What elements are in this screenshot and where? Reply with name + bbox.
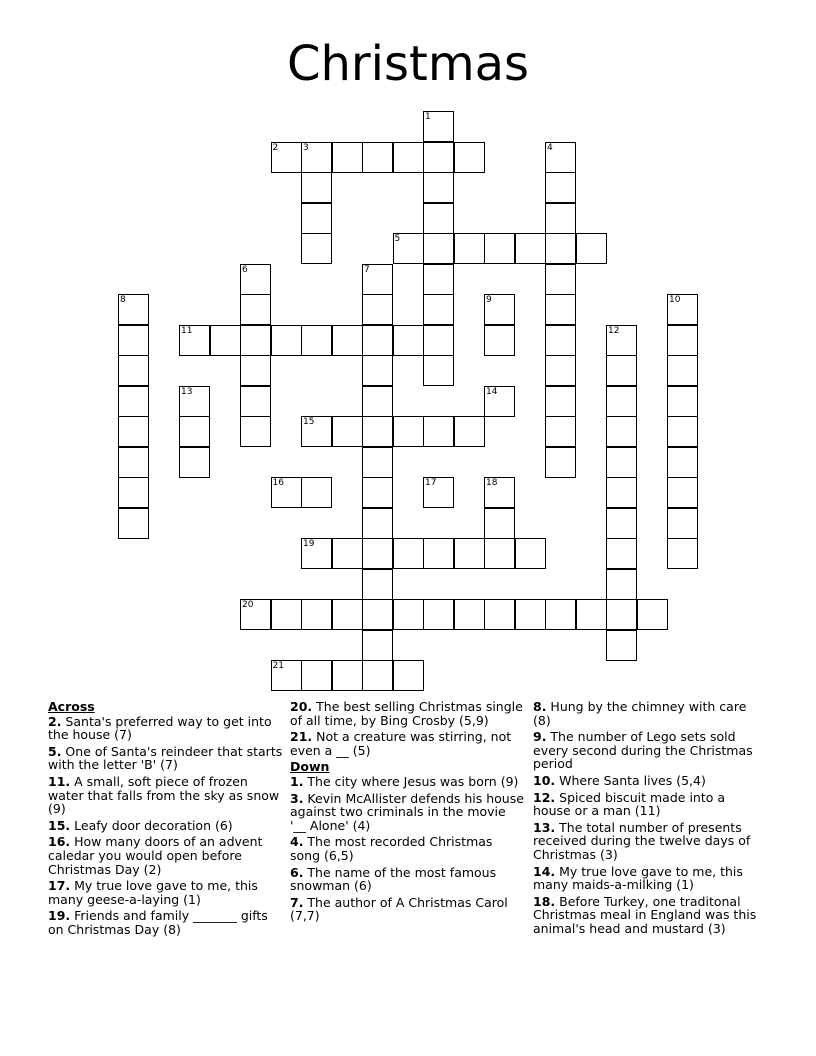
grid-cell[interactable] bbox=[606, 599, 637, 630]
grid-cell[interactable] bbox=[667, 538, 698, 569]
grid-cell[interactable] bbox=[362, 325, 393, 356]
grid-cell[interactable] bbox=[606, 386, 637, 417]
clue-item bbox=[290, 835, 525, 862]
grid-cell[interactable] bbox=[606, 569, 637, 600]
clue-number: 19. bbox=[48, 908, 71, 924]
clue-text: Friends and family _______ gifts on Christmas Day (8) bbox=[48, 908, 268, 937]
grid-cell[interactable] bbox=[454, 142, 485, 173]
cell-number: 4 bbox=[547, 142, 553, 153]
clue-item bbox=[533, 700, 758, 727]
clue-item bbox=[533, 865, 758, 892]
clue-text: My true love gave to me, this many maids-a-milking (1) bbox=[533, 863, 743, 893]
grid-cell[interactable] bbox=[545, 233, 576, 264]
clues-column-3 bbox=[533, 700, 758, 939]
grid-cell[interactable] bbox=[271, 477, 302, 508]
grid-cell[interactable] bbox=[118, 355, 149, 386]
cell-number: 6 bbox=[242, 264, 248, 275]
grid-cell[interactable] bbox=[301, 416, 332, 447]
grid-cell[interactable] bbox=[576, 233, 607, 264]
grid-cell[interactable] bbox=[606, 416, 637, 447]
grid-cell[interactable] bbox=[423, 203, 454, 234]
grid-cell[interactable] bbox=[667, 325, 698, 356]
grid-cell[interactable] bbox=[240, 355, 271, 386]
clue-item bbox=[290, 866, 525, 893]
grid-cell[interactable] bbox=[362, 660, 393, 691]
grid-cell[interactable] bbox=[545, 294, 576, 325]
grid-cell[interactable] bbox=[332, 660, 363, 691]
grid-cell[interactable] bbox=[484, 599, 515, 630]
clue-text: My true love gave to me, this many geese-a-laying (1) bbox=[48, 878, 258, 907]
cell-number: 21 bbox=[272, 661, 284, 671]
grid-cell[interactable] bbox=[332, 538, 363, 569]
clues-column-2 bbox=[290, 700, 525, 926]
grid-cell[interactable] bbox=[667, 386, 698, 417]
grid-cell[interactable] bbox=[118, 416, 149, 447]
clue-text: Spiced biscuit made into a house or a man (11) bbox=[533, 789, 726, 819]
grid-cell[interactable] bbox=[484, 477, 515, 508]
grid-cell[interactable] bbox=[515, 599, 546, 630]
clue-number: 6. bbox=[290, 864, 304, 880]
grid-cell[interactable] bbox=[393, 538, 424, 569]
grid-cell[interactable] bbox=[423, 172, 454, 203]
grid-cell[interactable] bbox=[606, 325, 637, 356]
clue-item bbox=[533, 774, 758, 788]
clue-text: The most recorded Christmas song (6,5) bbox=[290, 834, 493, 863]
clue-number: 13. bbox=[533, 819, 556, 835]
grid-cell[interactable] bbox=[362, 508, 393, 539]
clues-column-1 bbox=[48, 700, 283, 940]
grid-cell[interactable] bbox=[484, 325, 515, 356]
cell-number: 12 bbox=[608, 325, 620, 336]
clue-number: 5. bbox=[48, 743, 62, 759]
grid-cell[interactable] bbox=[454, 233, 485, 264]
grid-cell[interactable] bbox=[393, 660, 424, 691]
clue-item bbox=[48, 715, 283, 742]
grid-cell[interactable] bbox=[484, 538, 515, 569]
clue-item bbox=[290, 775, 525, 789]
grid-cell[interactable] bbox=[454, 538, 485, 569]
grid-cell[interactable] bbox=[362, 386, 393, 417]
grid-cell[interactable] bbox=[606, 355, 637, 386]
clue-item bbox=[290, 792, 525, 833]
grid-cell[interactable] bbox=[393, 142, 424, 173]
clue-item bbox=[48, 819, 283, 833]
clue-text: The name of the most famous snowman (6) bbox=[290, 864, 497, 894]
grid-cell[interactable] bbox=[271, 142, 302, 173]
grid-cell[interactable] bbox=[362, 294, 393, 325]
cell-number: 13 bbox=[181, 386, 193, 397]
grid-cell[interactable] bbox=[637, 599, 668, 630]
grid-cell[interactable] bbox=[301, 142, 332, 173]
clue-item bbox=[533, 791, 758, 818]
down-heading: Down bbox=[290, 759, 330, 775]
clue-number: 17. bbox=[48, 878, 71, 894]
cell-number: 9 bbox=[486, 295, 492, 305]
grid-cell[interactable] bbox=[454, 599, 485, 630]
clue-text: The author of A Christmas Carol (7,7) bbox=[290, 894, 508, 924]
grid-cell[interactable] bbox=[301, 599, 332, 630]
grid-cell[interactable] bbox=[271, 660, 302, 691]
grid-cell[interactable] bbox=[393, 233, 424, 264]
clue-item bbox=[48, 879, 283, 906]
grid-cell[interactable] bbox=[118, 447, 149, 478]
clue-text: Before Turkey, one traditonal Christmas meal in England was this animal's head and mustard (3) bbox=[533, 893, 757, 936]
grid-cell[interactable] bbox=[118, 325, 149, 356]
grid-cell[interactable] bbox=[362, 355, 393, 386]
grid-cell[interactable] bbox=[118, 477, 149, 508]
grid-cell[interactable] bbox=[423, 233, 454, 264]
grid-cell[interactable] bbox=[545, 142, 576, 173]
clue-number: 10. bbox=[533, 772, 556, 788]
clue-number: 8. bbox=[533, 699, 547, 714]
cell-number: 14 bbox=[486, 386, 498, 397]
grid-cell[interactable] bbox=[606, 447, 637, 478]
clue-text: One of Santa's reindeer that starts with the letter 'B' (7) bbox=[48, 743, 283, 773]
grid-cell[interactable] bbox=[332, 325, 363, 356]
grid-cell[interactable] bbox=[484, 294, 515, 325]
grid-cell[interactable] bbox=[423, 355, 454, 386]
clue-item bbox=[48, 909, 283, 936]
clue-number: 9. bbox=[533, 729, 547, 745]
grid-cell[interactable] bbox=[179, 447, 210, 478]
grid-cell[interactable] bbox=[606, 630, 637, 661]
clue-text: The number of Lego sets sold every second during the Christmas period bbox=[533, 729, 753, 772]
clue-text: Where Santa lives (5,4) bbox=[555, 772, 706, 788]
grid-cell[interactable] bbox=[423, 264, 454, 295]
grid-cell[interactable] bbox=[362, 599, 393, 630]
grid-cell[interactable] bbox=[545, 416, 576, 447]
grid-cell[interactable] bbox=[362, 416, 393, 447]
grid-cell[interactable] bbox=[118, 386, 149, 417]
grid-cell[interactable] bbox=[118, 508, 149, 539]
grid-cell[interactable] bbox=[240, 325, 271, 356]
grid-cell[interactable] bbox=[240, 416, 271, 447]
clue-item bbox=[290, 730, 525, 757]
grid-cell[interactable] bbox=[301, 172, 332, 203]
clue-text: Hung by the chimney with care (8) bbox=[533, 699, 747, 728]
grid-cell[interactable] bbox=[362, 264, 393, 295]
grid-cell[interactable] bbox=[454, 416, 485, 447]
grid-cell[interactable] bbox=[393, 325, 424, 356]
grid-cell[interactable] bbox=[545, 447, 576, 478]
across-heading: Across bbox=[48, 699, 95, 714]
clue-number: 21. bbox=[290, 729, 313, 745]
clue-text: The total number of presents received during the twelve days of Christmas (3) bbox=[533, 819, 751, 862]
grid-cell[interactable] bbox=[667, 294, 698, 325]
grid-cell[interactable] bbox=[545, 599, 576, 630]
cell-number: 2 bbox=[272, 142, 279, 153]
grid-cell[interactable] bbox=[484, 508, 515, 539]
grid-cell[interactable] bbox=[576, 599, 607, 630]
clue-text: Leafy door decoration (6) bbox=[70, 817, 233, 833]
grid-cell[interactable] bbox=[240, 294, 271, 325]
grid-cell[interactable] bbox=[362, 538, 393, 569]
grid-cell[interactable] bbox=[667, 355, 698, 386]
grid-cell[interactable] bbox=[515, 538, 546, 569]
cell-number: 16 bbox=[272, 478, 284, 488]
cell-number: 3 bbox=[303, 142, 309, 153]
clue-text: How many doors of an advent caledar you would open before Christmas Day (2) bbox=[48, 834, 263, 877]
clue-number: 20. bbox=[290, 699, 313, 714]
grid-cell[interactable] bbox=[484, 386, 515, 417]
grid-cell[interactable] bbox=[271, 325, 302, 356]
clue-number: 15. bbox=[48, 817, 71, 833]
clue-text: Santa's preferred way to get into the house (7) bbox=[48, 713, 272, 743]
grid-cell[interactable] bbox=[240, 599, 271, 630]
clue-number: 7. bbox=[290, 894, 304, 910]
grid-cell[interactable] bbox=[545, 264, 576, 295]
cell-number: 7 bbox=[364, 264, 370, 275]
grid-cell[interactable] bbox=[301, 538, 332, 569]
clue-item bbox=[48, 835, 283, 876]
grid-cell[interactable] bbox=[332, 142, 363, 173]
cell-number: 20 bbox=[242, 600, 254, 610]
grid-cell[interactable] bbox=[393, 599, 424, 630]
cell-number: 5 bbox=[394, 234, 401, 244]
clue-item bbox=[290, 896, 525, 923]
cell-number: 15 bbox=[303, 417, 315, 427]
cell-number: 11 bbox=[181, 325, 193, 336]
clue-item bbox=[533, 821, 758, 862]
grid-cell[interactable] bbox=[179, 386, 210, 417]
clue-text: Kevin McAllister defends his house against two criminals in the movie '__ Alone' (4) bbox=[290, 790, 524, 833]
grid-cell[interactable] bbox=[362, 477, 393, 508]
clue-item bbox=[48, 745, 283, 772]
grid-cell[interactable] bbox=[606, 477, 637, 508]
grid-cell[interactable] bbox=[179, 325, 210, 356]
grid-cell[interactable] bbox=[515, 233, 546, 264]
grid-cell[interactable] bbox=[210, 325, 241, 356]
clue-text: The best selling Christmas single of all time, by Bing Crosby (5,9) bbox=[290, 699, 523, 728]
grid-cell[interactable] bbox=[179, 416, 210, 447]
clue-number: 4. bbox=[290, 834, 304, 850]
grid-cell[interactable] bbox=[332, 599, 363, 630]
grid-cell[interactable] bbox=[667, 447, 698, 478]
clue-item bbox=[533, 895, 758, 936]
grid-cell[interactable] bbox=[545, 172, 576, 203]
clue-number: 1. bbox=[290, 773, 304, 789]
grid-cell[interactable] bbox=[667, 477, 698, 508]
clue-text: Not a creature was stirring, not even a __ (5) bbox=[290, 729, 512, 758]
grid-cell[interactable] bbox=[301, 477, 332, 508]
clue-number: 16. bbox=[48, 834, 71, 850]
clue-item bbox=[48, 775, 283, 816]
cell-number: 1 bbox=[425, 112, 431, 122]
grid-cell[interactable] bbox=[362, 447, 393, 478]
grid-cell[interactable] bbox=[301, 203, 332, 234]
clue-item bbox=[290, 700, 525, 727]
grid-cell[interactable] bbox=[423, 325, 454, 356]
grid-cell[interactable] bbox=[545, 355, 576, 386]
cell-number: 18 bbox=[486, 478, 498, 488]
grid-cell[interactable] bbox=[240, 264, 271, 295]
grid-cell[interactable] bbox=[301, 660, 332, 691]
grid-cell[interactable] bbox=[423, 416, 454, 447]
grid-cell[interactable] bbox=[118, 294, 149, 325]
clue-text: The city where Jesus was born (9) bbox=[303, 773, 519, 789]
clues-section bbox=[48, 700, 788, 960]
clue-number: 2. bbox=[48, 713, 62, 729]
grid-cell[interactable] bbox=[301, 325, 332, 356]
clue-number: 3. bbox=[290, 790, 304, 806]
grid-cell[interactable] bbox=[545, 325, 576, 356]
grid-cell[interactable] bbox=[423, 538, 454, 569]
grid-cell[interactable] bbox=[423, 142, 454, 173]
clue-number: 18. bbox=[533, 893, 556, 909]
grid-cell[interactable] bbox=[271, 599, 302, 630]
grid-cell[interactable] bbox=[545, 386, 576, 417]
grid-cell[interactable] bbox=[362, 630, 393, 661]
grid-cell[interactable] bbox=[423, 294, 454, 325]
grid-cell[interactable] bbox=[606, 508, 637, 539]
grid-cell[interactable] bbox=[667, 508, 698, 539]
grid-cell[interactable] bbox=[606, 538, 637, 569]
grid-cell[interactable] bbox=[484, 233, 515, 264]
grid-cell[interactable] bbox=[393, 416, 424, 447]
cell-number: 10 bbox=[669, 295, 681, 305]
grid-cell[interactable] bbox=[240, 386, 271, 417]
grid-cell[interactable] bbox=[667, 416, 698, 447]
clue-text: A small, soft piece of frozen water that falls from the sky as snow (9) bbox=[48, 773, 280, 817]
grid-cell[interactable] bbox=[362, 142, 393, 173]
grid-cell[interactable] bbox=[423, 111, 454, 142]
puzzle-title: Christmas bbox=[286, 36, 529, 92]
cell-number: 8 bbox=[120, 295, 126, 305]
grid-cell[interactable] bbox=[423, 477, 454, 508]
cell-number: 19 bbox=[303, 539, 315, 549]
clue-number: 14. bbox=[533, 863, 556, 879]
clue-number: 12. bbox=[533, 789, 556, 805]
grid-cell[interactable] bbox=[301, 233, 332, 264]
cell-number: 17 bbox=[425, 478, 437, 488]
grid-cell[interactable] bbox=[545, 203, 576, 234]
clue-number: 11. bbox=[48, 773, 71, 789]
grid-cell[interactable] bbox=[423, 599, 454, 630]
grid-cell[interactable] bbox=[332, 416, 363, 447]
clue-item bbox=[533, 730, 758, 771]
grid-cell[interactable] bbox=[362, 569, 393, 600]
